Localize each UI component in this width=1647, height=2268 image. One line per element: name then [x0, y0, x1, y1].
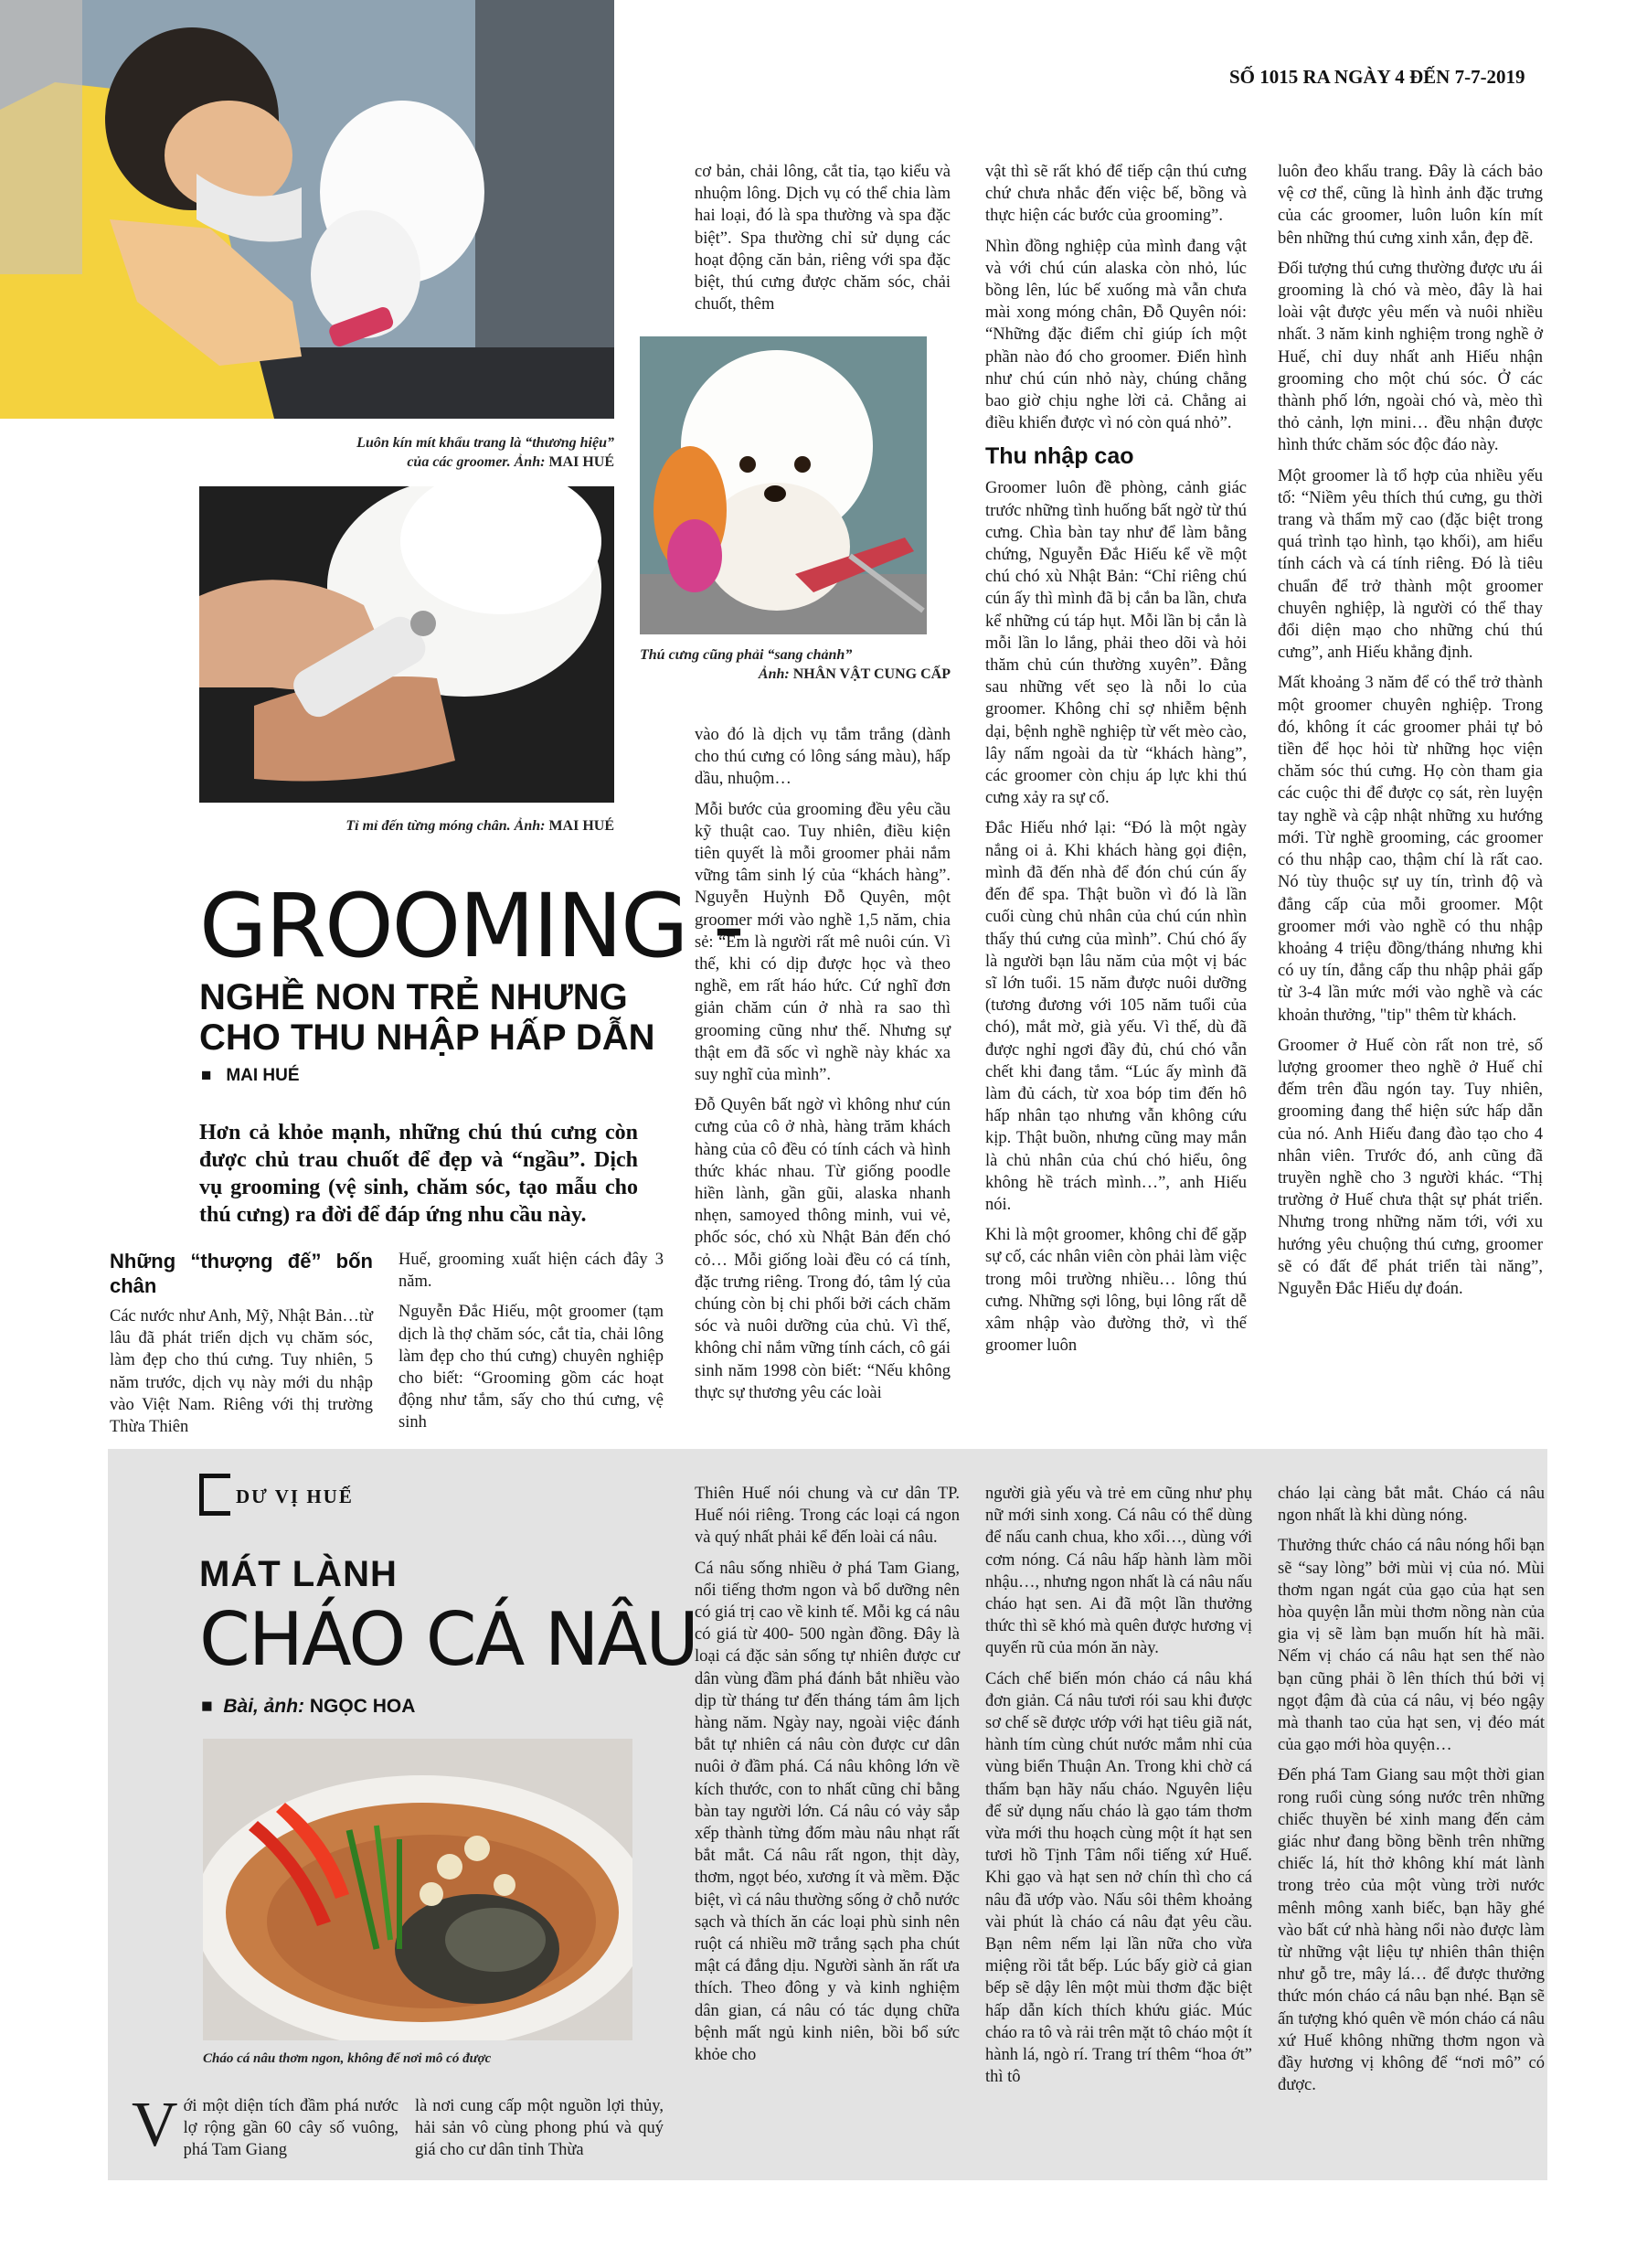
byline-author: MAI HUÉ: [226, 1066, 300, 1085]
caption-2-credit: MAI HUÉ: [548, 818, 614, 834]
poodle-photo-illustration: [640, 336, 927, 634]
article-2-col-5: [1278, 1483, 1545, 2104]
paragraph-with-dropcap: [132, 2090, 398, 2162]
paragraph: cơ bản, chải lông, cắt tỉa, tạo kiểu và nhuộm lông. Dịch vụ có thể chia làm hai loại, đó là spa thường và spa đặc biệt”. Spa thường chỉ sử dụng các hoạt động căn bản, riêng với spa đặc biệt, thú cưng được chăm sóc, chải chuốt, thêm: [695, 163, 951, 314]
groomer-photo-illustration: [0, 0, 614, 419]
paragraph: Nguyễn Đắc Hiếu, một groomer (tạm dịch là thợ chăm sóc, cắt tỉa, chải lông làm đẹp cho thú cưng) chuyên nghiệp cho biết: “Grooming gồm các hoạt động như tắm, sấy cho thú cưng, vệ sinh: [398, 1303, 664, 1432]
caption-3-line1: Thú cưng cũng phải “sang chảnh”: [640, 647, 853, 663]
paragraph: Đối tượng thú cưng thường được ưu ái grooming là chó và mèo, đây là hai loài vật được yêu mến và nuôi nhiều nhất. 3 năm kinh nghiệm trong nghề ở Huế, chỉ duy nhất anh Hiếu nhận grooming cho một chú sóc. Ở các thành phố lớn, ngoài chó và, mèo thì thỏ cảnh, lợn mini… đều nhận được hình thức chăm sóc độc đáo này.: [1278, 259, 1543, 455]
groomer-photo: [0, 0, 614, 419]
byline-author: NGỌC HOA: [309, 1696, 416, 1717]
paragraph: là nơi cung cấp một nguồn lợi thủy, hải sản vô cùng phong phú và quý giá cho cư dân tỉnh Thừa: [415, 2097, 664, 2160]
poodle-photo: [640, 336, 927, 634]
article-1-subtitle-2: CHO THU NHẬP HẤP DẪN: [199, 1017, 655, 1058]
article-2-col-3: [695, 1483, 960, 2074]
article-1-col-3b: [695, 724, 951, 1412]
article-2-title-2: CHÁO CÁ NÂU: [199, 1597, 697, 1682]
byline-label: Bài, ảnh:: [223, 1696, 305, 1717]
caption-4: Cháo cá nâu thơm ngon, không để nơi mô có được: [203, 2051, 492, 2066]
article-2-byline: [201, 1696, 415, 1718]
article-1-col-5: [1278, 161, 1543, 1308]
subheading-thuong-de: Những “thượng đế” bốn chân: [110, 1250, 373, 1297]
byline-mark: ■: [201, 1066, 212, 1085]
paragraph: Đến phá Tam Giang sau một thời gian rong ruổi cùng sóng nước trên những chiếc thuyền bé xinh mang đến cảm giác như đang bồng bềnh trên những chiếc lá, hít thở không khí mát lành trong trẻo của một vùng trời nước mênh mông xanh biếc, bạn hãy ghé vào bất cứ nhà hàng nổi nào được làm từ những vật liệu tự nhiên thân thiện như gỗ tre, mây lá… để được thưởng thức món cháo cá nâu bạn nhé. Bạn sẽ ấn tượng khó quên về món cháo cá nâu xứ Huế không những thơm ngon và đầy hương vị không để “nơi mô” có được.: [1278, 1766, 1545, 2095]
paragraph: Thưởng thức cháo cá nâu nóng hổi bạn sẽ “say lòng” bởi mùi vị của nó. Mùi thơm ngan ngát của gạo của hạt sen hòa quyện lẫn mùi thơm nồng nàn của gia vị sẽ làm bạn muốn hít hà mãi. Nếm vị cháo cá nâu hạt sen thế nào bạn cũng phải ồ lên thích thú bởi vị ngọt đậm đà của cá nâu, vị béo ngậy mà thanh tao của hạt sen, vị đéo mát của gạo mới hòa quyện…: [1278, 1537, 1545, 1755]
paragraph: Cách chế biến món cháo cá nâu khá đơn giản. Cá nâu tươi rói sau khi được sơ chế sẽ được ướp với hạt tiêu giã nát, hành tím cùng chút nước mắm nhỉ của vùng biển Thuận An. Trong khi chờ cá thấm bạn hãy nấu cháo. Nguyên liệu để sử dụng nấu cháo là gạo tám thơm vừa mới thu hoạch cùng một ít hạt sen tươi hồ Tịnh Tâm nổi tiếng xứ Huế. Khi gạo và hạt sen nở chín thì cho cá nâu đã ướp vào. Nấu sôi thêm khoảng vài phút là cháo cá nâu đạt yêu cầu. Bạn nêm nếm lại lần nữa cho vừa miệng rồi tắt bếp. Lúc bấy giờ cả gian bếp sẽ dậy lên một mùi thơm đặc biệt hấp dẫn kích thích khứu giác. Múc cháo ra tô và rải trên mặt tô cháo một ít hành lá, ngò rí. Trang trí thêm “hoa ớt” thì tô: [985, 1669, 1252, 2087]
article-2-col-4: [985, 1483, 1252, 2096]
paragraph: Một groomer là tổ hợp của nhiều yếu tố: “Niềm yêu thích thú cưng, gu thời trang và thẩm mỹ cao (đặc biệt trong quá trình tạo hình, tạo khối), am hiểu tính cách và cá tính riêng. Đó là tiêu chuẩn để trở thành một groomer chuyên nghiệp, là người có thể thay đổi diện mạo cho những chú thú cưng”, anh Hiếu khẳng định.: [1278, 466, 1543, 663]
article-1-col-2: [398, 1249, 664, 1443]
section-tag-bracket: [199, 1474, 230, 1516]
caption-3-text2: Ảnh:: [758, 666, 790, 682]
caption-3-line2: [640, 665, 951, 684]
paragraph: Các nước như Anh, Mỹ, Nhật Bản…từ lâu đã phát triển dịch vụ chăm sóc, làm đẹp cho thú cưng. Tuy nhiên, 5 năm trước, dịch vụ này mới du nhập vào Việt Nam. Riêng với thị trường Thừa Thiên: [110, 1307, 373, 1437]
paragraph: Đỗ Quyên bất ngờ vì không như cún cưng của cô ở nhà, hàng trăm khách hàng của cô đều có tính cách và hình thức khác nhau. Từ giống poodle hiền lành, gần gũi, alaska nhanh nhẹn, samoyed thông minh, vui vẻ, phốc sóc, chó xù Nhật Bản đến chó cỏ… Mỗi giống loài đều có cá tính, đặc trưng riêng. Trong đó, tâm lý của chúng còn bị chi phối bởi cách chăm sóc và nuôi dưỡng của chủ. Vì thế, không chỉ nắm vững tính cách, cô gái sinh năm 1998 còn biết: “Nếu không thực sự thương yêu các loài: [695, 1096, 951, 1402]
paragraph: vật thì sẽ rất khó để tiếp cận thú cưng chứ chưa nhắc đến việc bế, bồng và thực hiện các bước của grooming”.: [985, 163, 1247, 226]
soup-photo-illustration: [203, 1739, 632, 2040]
article-1-col-4: [985, 161, 1247, 1365]
soup-photo: [203, 1739, 632, 2040]
article-2-col-1: [132, 2090, 398, 2170]
caption-2-text: Tỉ mỉ đến từng móng chân. Ảnh:: [345, 818, 546, 834]
byline-mark: ■: [201, 1696, 213, 1717]
article-1-title: GROOMING -: [199, 875, 743, 977]
caption-1-credit: MAI HUÉ: [548, 454, 614, 470]
paragraph: vào đó là dịch vụ tắm trắng (dành cho thú cưng có lông sáng màu), hấp dầu, nhuộm…: [695, 726, 951, 789]
paragraph: Mỗi bước của grooming đều yêu cầu kỹ thuật cao. Tuy nhiên, điều kiện tiên quyết là mỗi groomer phải nắm vững tâm sinh lý của “khách hàng”. Nguyễn Huỳnh Đỗ Quyên, một groomer mới vào nghề 1,5 năm, chia sẻ: “Em là người rất mê nuôi cún. Vì thế, khi có dịp được học và theo nghề, em rất háo hức. Cứ nghĩ đơn giản chăm cún ở nhà ra sao thì grooming cũng như thế. Nhưng sự thật em đã sốc vì nghề này khác xa suy nghĩ của mình”.: [695, 800, 951, 1085]
paragraph: Đắc Hiếu nhớ lại: “Đó là một ngày nắng oi ả. Khi khách hàng gọi điện, mình đã đến nhà để đón chú cún ấy đến để spa. Thật buồn vì đó là lần cuối cùng chủ nhân của chú cún nhìn thấy thú cưng của mình”. Chú chó ấy là người bạn lâu năm của một vị bác sĩ lớn tuổi. 15 năm được nuôi dưỡng (tương đương với 105 năm tuổi của chó), mắt mờ, già yếu. Vì thế, dù đã được nghỉ ngơi đầy đủ, chú chó vẫn chết khi đang tắm. “Lúc ấy mình đã làm đủ cách, từ xoa bóp tim đến hô hấp nhân tạo nhưng vẫn không cứu kịp. Thật buồn, nhưng cũng may mắn là chủ nhân của chú chó hiểu, ông không hề trách mình…”, anh Hiếu nói.: [985, 819, 1247, 1214]
paragraph: Nhìn đồng nghiệp của mình đang vật và với chú cún alaska còn nhỏ, lúc bồng lên, lúc bế xuống mà vẫn chưa mài xong móng chân, Đỗ Quyên nói: “Những đặc điểm chỉ giúp ích một phần nào đó cho groomer. Điển hình như chú cún nhỏ này, chúng chẳng bao giờ chịu nghe lời cả. Chẳng ai điều khiển được vì nó còn quá nhỏ”.: [985, 237, 1247, 433]
paragraph: cháo lại càng bắt mắt. Cháo cá nâu ngon nhất là khi dùng nóng.: [1278, 1485, 1545, 1526]
caption-3-credit: NHÂN VẬT CUNG CẤP: [792, 666, 951, 682]
section-tag: DƯ VỊ HUẾ: [236, 1485, 354, 1507]
article-1-subtitle-1: NGHỀ NON TRẺ NHƯNG: [199, 977, 628, 1017]
article-1-col-1: [110, 1249, 373, 1446]
dropcap: V: [132, 2090, 178, 2160]
caption-1-line2: [274, 453, 614, 472]
paragraph: người già yếu và trẻ em cũng như phụ nữ mới sinh xong. Cá nâu có thể dùng để nấu canh chua, kho xổi…, dùng với cơm nóng. Cá nâu hấp hành làm mồi nhậu…, nhưng ngon nhất là cá nâu nấu cháo hạt sen. Ai đã một lần thưởng thức thì sẽ khó mà quên được hương vị quyến rũ của món ăn này.: [985, 1485, 1252, 1658]
caption-1-line1: Luôn kín mít khẩu trang là “thương hiệu”: [356, 435, 614, 451]
paw-photo-illustration: [199, 486, 614, 803]
paragraph: Thiên Huế nói chung và cư dân TP. Huế nói riêng. Trong các loại cá ngon và quý nhất phải kể đến loài cá nâu.: [695, 1485, 960, 1548]
subheading-thu-nhap: Thu nhập cao: [985, 443, 1134, 470]
paragraph: Mất khoảng 3 năm để có thể trở thành một groomer chuyên nghiệp. Trong đó, không ít các groomer phải tự bỏ tiền để học hỏi từ những học viện chăm sóc thú cưng. Họ còn tham gia các cuộc thi để được cọ sát, rèn luyện tay nghề và cập nhật những xu hướng mới. Từ nghề grooming, các groomer có thu nhập cao, thậm chí là rất cao. Nó tùy thuộc sự uy tín, trình độ và đẳng cấp của mỗi groomer. Một groomer mới vào nghề có thu nhập khoảng 4 triệu đồng/tháng nhưng khi có uy tín, đẳng cấp thu nhập phải gấp từ 3-4 lần mức mới vào nghề và các khoản thưởng, "tip" thêm từ khách.: [1278, 674, 1543, 1025]
paragraph: Khi là một groomer, không chỉ để gặp sự cố, các nhân viên còn phải làm việc trong môi trường nhiều… lông thú cưng. Những sợi lông, bụi lông rất dễ xâm nhập vào đường thở, vì thế groomer luôn: [985, 1226, 1247, 1356]
paragraph: luôn đeo khẩu trang. Đây là cách bảo vệ cơ thể, cũng là hình ảnh đặc trưng của các groomer, luôn luôn kín mít bên những thú cưng xinh xắn, đẹp đẽ.: [1278, 163, 1543, 248]
paragraph: Groomer luôn đề phòng, cảnh giác trước những tình huống bất ngờ từ thú cưng. Chìa bàn tay như để làm bằng chứng, Nguyễn Đắc Hiếu kể về một chú chó xù Nhật Bản: “Chỉ riêng chú cún ấy thì mình đã bị cắn ba lần, chưa kể những cú táp hụt. Mỗi lần bị cắn là mỗi lần lo lắng, phải theo dõi và hỏi thăm chủ cún thường xuyên”. Đằng sau những vết sẹo là nỗi lo của groomer. Không chỉ sợ nhiễm bệnh dại, bệnh nghề nghiệp từ vết mèo cào, lây nấm ngoài da từ “khách hàng”, các groomer còn chịu áp lực khi thú cưng xảy ra sự cố.: [985, 479, 1247, 808]
paragraph: Cá nâu sống nhiều ở phá Tam Giang, nổi tiếng thơm ngon và bổ dưỡng nên có giá trị cao về kinh tế. Mỗi kg cá nâu có giá từ 400- 500 ngàn đồng. Đây là loại cá đặc sản sống tự nhiên được cư dân vùng đầm phá đánh bắt nhiều vào dịp từ tháng tư đến tháng tám âm lịch hàng năm. Ngày nay, ngoài việc đánh bắt tự nhiên cá nâu còn được cư dân nuôi ở đầm phá. Cá nâu không lớn về kích thước, con to nhất cũng chỉ bằng bàn tay người lớn. Cá nâu có vảy sắp xếp thành từng đốm màu nâu nhạt rất bắt mắt. Cá nâu rất ngon, thịt dày, thơm, ngọt béo, xương ít và mềm. Đặc biệt, vì cá nâu thường sống ở chỗ nước sạch và thích ăn các loại phù sinh nên ruột cá nhiều mỡ trắng sạch pha chút mật cá đắng dịu. Người sành ăn rất ưa thích. Theo đông y và kinh nghiệm dân gian, cá nâu có tác dụng chữa bệnh mất ngủ kinh niên, bồi bổ sức khỏe cho: [695, 1559, 960, 2065]
article-2-title-1: MÁT LÀNH: [199, 1554, 398, 1594]
caption-1: [274, 433, 614, 472]
paragraph: Groomer ở Huế còn rất non trẻ, số lượng groomer theo nghề ở Huế chỉ đếm trên đầu ngón tay. Tuy nhiên, grooming đang thể hiện sức hấp dẫn của nó. Anh Hiếu đang đào tạo cho 4 nhân viên. Trước đó, anh cũng đã truyền nghề cho 3 người khác. “Thị trường ở Huế chưa thật sự phát triển. Nhưng trong những năm tới, với xu hướng yêu chuộng thú cưng, groomer sẽ có đất để phát triển tài năng”, Nguyễn Đắc Hiếu dự đoán.: [1278, 1036, 1543, 1298]
caption-3: [640, 645, 951, 684]
article-1-col-3a: [695, 161, 951, 324]
paw-photo: [199, 486, 614, 803]
article-1-lead: Hơn cả khỏe mạnh, những chú thú cưng còn được chủ trau chuốt để đẹp và “ngầu”. Dịch vụ grooming (vệ sinh, chăm sóc, tạo mẫu cho thú cưng) ra đời để đáp ứng nhu cầu này.: [199, 1121, 638, 1227]
paragraph-text: ới một diện tích đầm phá nước lợ rộng gần 60 cây số vuông, phá Tam Giang: [183, 2097, 398, 2160]
caption-1-text2: của các groomer. Ảnh:: [407, 454, 546, 470]
paragraph: Huế, grooming xuất hiện cách đây 3 năm.: [398, 1251, 664, 1292]
caption-2: [201, 816, 614, 836]
article-2-col-2: [415, 2095, 664, 2170]
article-1-byline: [201, 1066, 300, 1086]
issue-date: SỐ 1015 RA NGÀY 4 ĐẾN 7-7-2019: [1229, 66, 1525, 88]
